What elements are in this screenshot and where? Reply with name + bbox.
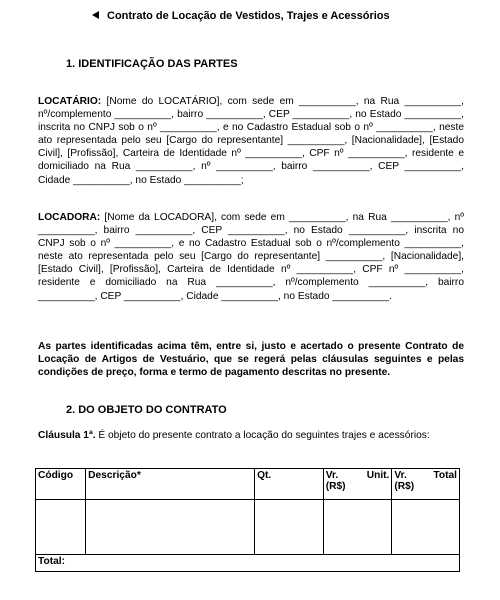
cell-descricao bbox=[86, 500, 255, 555]
partes-paragraph: As partes identificadas acima têm, entre si, justo e acertado o presente Contrato de Locação de Artigos de Vestuário, que se regerá pelas cláusulas seguintes e pelas condições de preço, forma e termo de pagamento descritas no presente. bbox=[38, 341, 464, 379]
header-valor-unitario-unit: Unit. bbox=[366, 470, 390, 481]
header-valor-total bbox=[392, 469, 460, 500]
clausula-1-label: Cláusula 1ª. bbox=[38, 430, 96, 441]
table-header-row bbox=[36, 469, 460, 500]
document-header bbox=[92, 10, 390, 22]
clausula-1-text: É objeto do presente contrato a locação do seguintes trajes e acessórios: bbox=[95, 430, 430, 441]
document-title: Contrato de Locação de Vestidos, Trajes e Acessórios bbox=[107, 10, 390, 22]
cell-valor-unitario bbox=[323, 500, 392, 555]
locatario-label: LOCATÁRIO: bbox=[38, 96, 102, 107]
clausula-1-paragraph bbox=[38, 429, 464, 442]
table-row bbox=[36, 500, 460, 555]
total-label: Total: bbox=[36, 555, 460, 572]
locatario-paragraph bbox=[38, 95, 464, 187]
header-valor-total-total: Total bbox=[433, 470, 457, 481]
header-valor-unitario-currency: (R$) bbox=[325, 481, 346, 492]
locatario-text: [Nome do LOCATÁRIO], com sede em __________, na Rua __________, nº/complemento __________, bairro __________, CEP __________, no Estado __________, inscrita no CNPJ sob o nº __________, e no Cadastro Estadual sob o nº __________, neste ato representada pelo seu [Cargo do representante] __________, [Nacionalidade], [Estado Civil], [Profissão], Carteira de Identidade nº __________, CPF nº __________, residente e domiciliado na Rua __________, nº __________, bairro __________, CEP __________, Cidade __________, no Estado __________; bbox=[38, 96, 464, 186]
triangle-left-icon bbox=[92, 11, 99, 19]
header-descricao: Descrição* bbox=[86, 469, 255, 500]
header-valor-unitario bbox=[323, 469, 392, 500]
cell-qt bbox=[255, 500, 324, 555]
cell-codigo bbox=[36, 500, 86, 555]
header-qt: Qt. bbox=[255, 469, 324, 500]
items-table bbox=[35, 468, 460, 572]
header-codigo: Código bbox=[36, 469, 86, 500]
locadora-paragraph bbox=[38, 211, 464, 303]
header-valor-total-currency: (R$) bbox=[394, 481, 415, 492]
section-title-identificacao: 1. IDENTIFICAÇÃO DAS PARTES bbox=[66, 58, 238, 70]
header-valor-total-vr: Vr. bbox=[394, 470, 407, 481]
locadora-text: [Nome da LOCADORA], com sede em __________, na Rua __________, nº __________, bairro __________, CEP __________, no Estado __________, inscrita no CNPJ sob o nº __________, e no Cadastro Estadual sob o nº/complemento __________, neste ato representada pelo seu [Cargo do representante] __________, [Nacionalidade], [Estado Civil], [Profissão], Carteira de Identidade nº __________, CPF nº __________, residente e domiciliado na Rua __________, nº/complemento __________, bairro __________, CEP __________, Cidade __________, no Estado __________. bbox=[38, 212, 464, 302]
table-total-row bbox=[36, 555, 460, 572]
section-title-objeto: 2. DO OBJETO DO CONTRATO bbox=[66, 404, 227, 416]
cell-valor-total bbox=[392, 500, 460, 555]
locadora-label: LOCADORA: bbox=[38, 212, 101, 223]
header-valor-unitario-vr: Vr. bbox=[325, 470, 339, 481]
